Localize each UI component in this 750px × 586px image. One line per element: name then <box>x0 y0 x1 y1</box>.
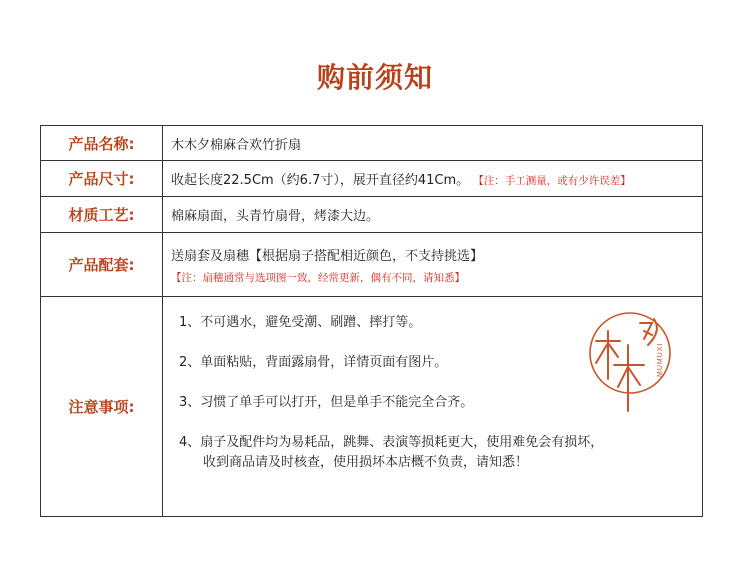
row-label: 产品配套: <box>41 233 163 297</box>
table-row <box>41 233 703 297</box>
list-item: 2、单面粘贴，背面露扇骨，详情页面有图片。 <box>179 355 448 370</box>
table-row <box>41 197 703 233</box>
notes-cell <box>163 297 703 517</box>
list-item-continuation: 收到商品请及时核查，使用损坏本店概不负责，请知悉！ <box>203 455 529 470</box>
list-item: 3、习惯了单手可以打开，但是单手不能完全合齐。 <box>179 395 474 410</box>
row-label: 材质工艺: <box>41 197 163 233</box>
row-label: 注意事项: <box>41 297 163 517</box>
row-label: 产品名称: <box>41 126 163 161</box>
row-value-text: 木木夕棉麻合欢竹折扇 <box>171 137 302 153</box>
row-value <box>163 233 703 297</box>
row-value <box>163 126 703 161</box>
row-value-text: 收起长度22.5Cm（约6.7寸），展开直径约41Cm。 <box>171 173 470 188</box>
table-row <box>41 297 703 517</box>
row-label: 产品尺寸: <box>41 161 163 197</box>
page-title: 购前须知 <box>316 61 433 94</box>
table-row <box>41 126 703 161</box>
row-note: 【注：扇穗通常与选项图一致，经常更新，偶有不同，请知悉】 <box>171 271 465 284</box>
table-row <box>41 161 703 197</box>
row-note: 【注：手工测量，或有少许误差】 <box>473 175 631 187</box>
logo-text: MUMUXI <box>657 342 664 377</box>
list-item-text: 4、扇子及配件均为易耗品，跳舞、表演等损耗更大，使用难免会有损坏， <box>179 435 604 450</box>
row-value-text: 送扇套及扇穗【根据扇子搭配相近颜色，不支持挑选】 <box>171 248 484 264</box>
purchase-notice-table <box>40 125 703 517</box>
list-item: 1、不可遇水，避免受潮、刷蹭、摔打等。 <box>179 315 422 330</box>
mumuxi-seal-logo <box>582 301 686 423</box>
row-value <box>163 197 703 233</box>
list-item <box>179 433 702 473</box>
row-value <box>163 161 703 197</box>
row-value-text: 棉麻扇面，头青竹扇骨，烤漆大边。 <box>171 209 380 224</box>
